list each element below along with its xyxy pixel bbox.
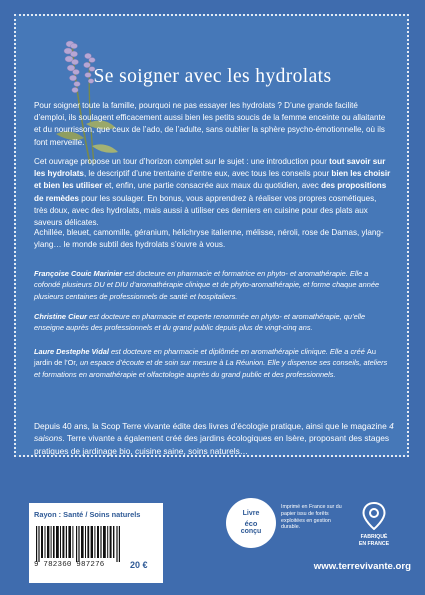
publisher-text-a: Depuis 40 ans, la Scop Terre vivante édite des livres d’écologie pratique, ainsi que le magazine [34, 421, 390, 431]
author-name-3: Laure Destephe Vidal [34, 347, 109, 356]
author-name-1: Françoise Couic Marinier [34, 269, 123, 278]
intro-p2-bold-1: tout savoir sur les hydrolats [34, 157, 386, 179]
author-bio-text-1: est docteure en pharmacie et formatrice en phyto- et aromathérapie. Elle a cofondé plusieurs DU et DIU d’aromathérapie clinique et de phyto-aromathérapie, et forme chaque année plusieurs centaines de professionnels de santé et hospitaliers. [34, 269, 380, 301]
magazine-name: 4 saisons [34, 421, 394, 444]
publisher-paragraph [34, 420, 394, 457]
intro-p2-text-c: , le descriptif d’une trentaine d’entre eux, avec tous les conseils pour [83, 169, 332, 179]
made-in-france-line-1: FABRIQUÉ [360, 534, 388, 540]
author-bio-3 [34, 346, 392, 380]
intro-paragraph-1 [34, 100, 392, 155]
author-bio-2 [34, 311, 392, 334]
intro-p2-text-d: et, enfin, une partie consacrée aux maux du quotidien, avec [102, 181, 322, 191]
eco-badge-line-3: conçu [240, 528, 262, 535]
ean-number: 9 782360 987276 [34, 561, 105, 569]
print-info: Imprimé en France sur du papier issu de forêts exploitées en gestion durable. [281, 504, 342, 531]
map-pin-icon [362, 502, 386, 530]
intro-paragraph-2 [34, 156, 392, 235]
barcode-icon [36, 526, 120, 562]
author-bio-text-2: est docteure en pharmacie et experte renommée en phyto- et aromathérapie, qu’elle enseigne auprès des professionnels et du grand public depuis plus de vingt-cinq ans. [34, 312, 366, 333]
eco-badge-line-1: Livre [242, 510, 260, 517]
website-link[interactable]: www.terrevivante.org [313, 561, 411, 572]
intro-p2-text-a: Cet ouvrage propose un tour d’horizon complet sur le sujet : une introduction pour [34, 157, 330, 166]
intro-p2-text-e: pour les soulager. En bonus, vous apprendrez à réaliser vos propres cosmétiques, très doux, avec des hydrolats, mais aussi à utiliser ces derniers en cuisine pour des plats aux saveurs délicates. [34, 193, 377, 228]
intro-p3-text: Achillée, bleuet, camomille, géranium, hélichryse italienne, mélisse, néroli, rose de Damas, ylang-ylang… le monde subtil des hydrolats s’ouvre à vous. [34, 228, 384, 250]
intro-paragraph-3 [34, 227, 392, 257]
shelf-category: Rayon : Santé / Soins naturels [34, 510, 141, 519]
intro-p2-bold-3: des propositions de remèdes [34, 181, 387, 203]
publisher-text-b: . Terre vivante a également créé des jardins écologiques en Isère, proposant des stages pratiques de jardinage bio, cuisine saine, soins naturels… [34, 433, 390, 456]
eco-badge-line-2: éco [244, 519, 258, 528]
book-title: Se soigner avec les hydrolats [93, 66, 332, 87]
intro-p2-bold-2: bien les choisir et bien les utiliser [34, 169, 391, 191]
author-bio-text-3b: , un espace d’écoute et de soin sur mesure à La Réunion. Elle y dispense ses conseils, ateliers et formations en aromathérapie et olfactologie auprès du grand public et des professionnels. [34, 358, 388, 379]
price: 20 € [130, 560, 148, 570]
intro-p1-text: Pour soigner toute la famille, pourquoi ne pas essayer les hydrolats ? D’une grande facilité d’emploi, ils soulagent efficacement aussi bien les petits soucis de la femme enceinte ou allaitante et du nourrisson, que ceux de l’ado, de l’adulte, sans oublier la sphère psycho-émotionnelle, où ils font merveille. [34, 101, 386, 147]
made-in-france-line-2: EN FRANCE [358, 541, 390, 547]
author-name-2: Christine Cieur [34, 312, 87, 321]
author-bio-1 [34, 268, 392, 302]
author-garden-name: Au jardin de l’Or [34, 347, 376, 368]
author-bio-text-3a: est docteure en pharmacie et diplômée en aromathérapie clinique. Elle a créé [108, 347, 367, 356]
